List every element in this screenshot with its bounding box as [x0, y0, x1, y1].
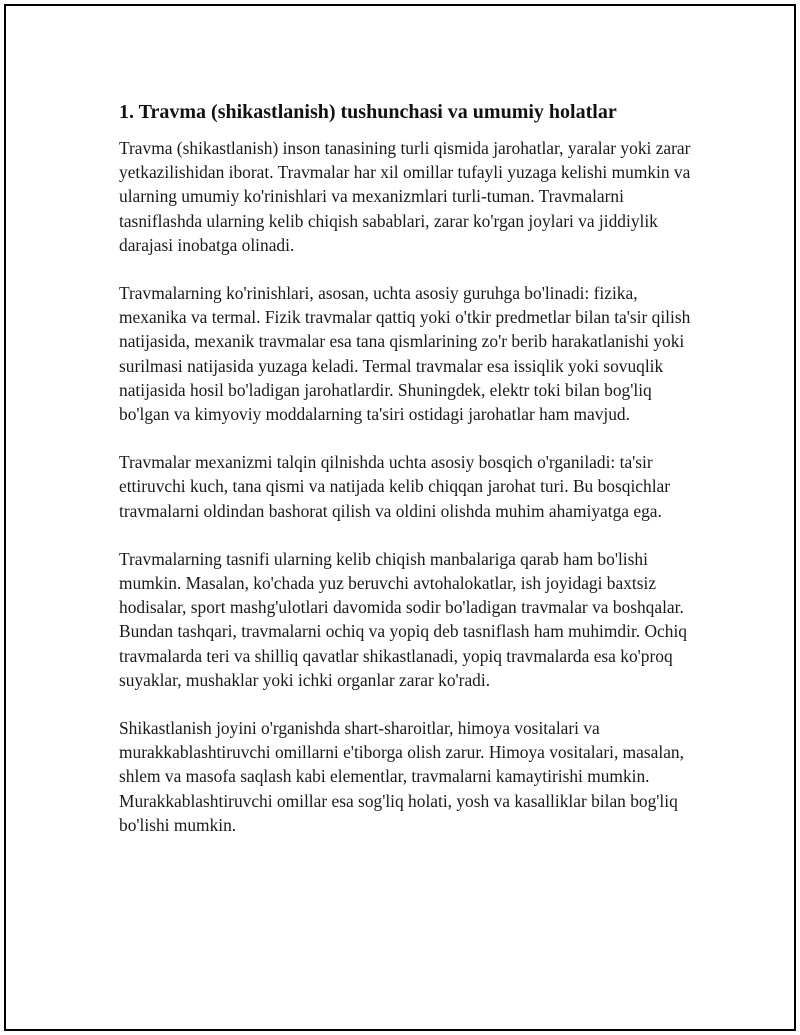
paragraph-types: Travmalarning ko'rinishlari, asosan, uchta asosiy guruhga bo'linadi: fizika, mexanika va termal. Fizik travmalar qattiq yoki o'tkir predmetlar bilan ta'sir qilish natijasida, mexanik travmalar esa tana qismlarining zo'r berib harakatlanishi yoki surilmasi natijasida yuzaga keladi. Termal travmalar esa issiqlik yoki sovuqlik natijasida hosil bo'ladigan jarohatlardir. Shuningdek, elektr toki bilan bog'liq bo'lgan va kimyoviy moddalarning ta'siri ostidagi jarohatlar ham mavjud.: [119, 283, 691, 425]
paragraph-classification: Travmalarning tasnifi ularning kelib chiqish manbalariga qarab ham bo'lishi mumkin. Masalan, ko'chada yuz beruvchi avtohalokatlar, ish joyidagi baxtsiz hodisalar, sport mashg'ulotlari davomida sodir bo'ladigan travmalar va boshqalar. Bundan tashqari, travmalarni ochiq va yopiq deb tasniflash ham muhimdir. Ochiq travmalarda teri va shilliq qavatlar shikastlanadi, yopiq travmalarda esa ko'proq suyaklar, mushaklar yoki ichki organlar zarar ko'radi.: [119, 548, 687, 690]
section-heading: 1. Travma (shikastlanish) tushunchasi va umumiy holatlar: [119, 101, 617, 123]
paragraph-definition: Travma (shikastlanish) inson tanasining turli qismida jarohatlar, yaralar yoki zarar yetkazilishidan iborat. Travmalar har xil omillar tufayli yuzaga kelishi mumkin va ularning umumiy ko'rinishlari va mexanizmlari turli-tuman. Travmalarni tasniflashda ularning kelib chiqish sabablari, zarar ko'rgan joylari va jiddiylik darajasi inobatga olinadi.: [119, 138, 691, 255]
paragraph-mechanism: Travmalar mexanizmi talqin qilnishda uchta asosiy bosqich o'rganiladi: ta'sir ettiruvchi kuch, tana qismi va natijada kelib chiqqan jarohat turi. Bu bosqichlar travmalarni oldindan bashorat qilish va oldini olishda muhim ahamiyatga ega.: [119, 452, 671, 521]
document-body: [119, 98, 699, 861]
paragraph-injury-site: Shikastlanish joyini o'rganishda shart-sharoitlar, himoya vositalari va murakkablashtiruvchi omillarni e'tiborga olish zarur. Himoya vositalari, masalan, shlem va masofa saqlash kabi elementlar, travmalarni kamaytirishi mumkin. Murakkablashtiruvchi omillar esa sog'liq holati, yosh va kasalliklar bilan bog'liq bo'lishi mumkin.: [119, 718, 684, 835]
page-frame: [4, 4, 796, 1031]
